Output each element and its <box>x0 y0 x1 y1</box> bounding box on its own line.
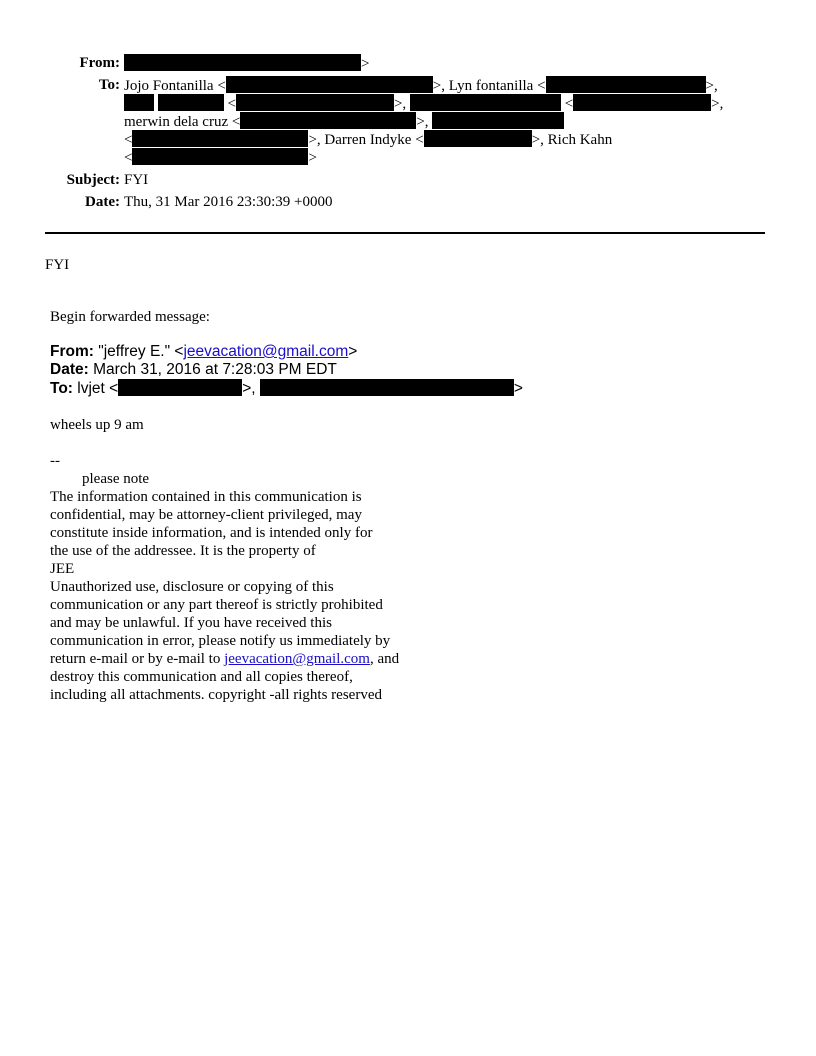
disclaimer-line: destroy this communication and all copies thereof, <box>50 669 353 685</box>
to-line-1: Jojo Fontanilla < >, Lyn fontanilla < >, <box>124 78 718 94</box>
date-label: Date: <box>85 194 120 210</box>
redaction-block <box>410 94 561 111</box>
disclaimer-line: including all attachments. copyright -all rights reserved <box>50 687 382 703</box>
redaction-block <box>226 76 433 93</box>
disclaimer-line: JEE <box>50 561 75 577</box>
header-to-line-2: < >, < >, <box>0 94 816 112</box>
header-subject-row <box>0 171 816 189</box>
from-label: From: <box>79 55 120 71</box>
disclaimer-line: Unauthorized use, disclosure or copying of this <box>50 579 334 595</box>
message-body-text: wheels up 9 am <box>50 417 144 433</box>
redaction-block <box>118 379 242 396</box>
disclaimer-line: The information contained in this communication is <box>50 489 362 505</box>
header-divider <box>45 232 765 234</box>
forwarded-to-row: To: lvjet < >, > <box>50 380 523 397</box>
subject-value: FYI <box>124 172 149 188</box>
fwd-date-label: Date: <box>50 361 89 378</box>
redaction-block <box>573 94 711 111</box>
header-to-line-5: < > <box>124 150 317 166</box>
disclaimer-line: confidential, may be attorney-client privileged, may <box>50 507 362 523</box>
redaction-block <box>132 130 308 147</box>
date-value: Thu, 31 Mar 2016 23:30:39 +0000 <box>124 194 333 210</box>
header-to-row <box>0 76 816 94</box>
disclaimer-email-link[interactable]: jeevacation@gmail.com <box>224 651 370 667</box>
header-from-row <box>0 54 816 72</box>
header-to-line-4: < >, Darren Indyke < >, Rich Kahn <box>124 132 613 148</box>
please-note: please note <box>82 471 150 487</box>
redaction-block <box>124 94 154 111</box>
header-date-row <box>0 193 816 211</box>
redaction-block <box>240 112 416 129</box>
redaction-block <box>124 54 361 71</box>
redaction-block <box>132 148 308 165</box>
subject-label: Subject: <box>66 172 120 188</box>
disclaimer-line: communication in error, please notify us immediately by <box>50 633 391 649</box>
signature-separator: -- <box>50 453 60 469</box>
redaction-block <box>432 112 564 129</box>
disclaimer-link-line: return e-mail or by e-mail to jeevacation@gmail.com, and <box>50 651 400 667</box>
forwarded-intro: Begin forwarded message: <box>50 309 210 325</box>
redaction-block <box>236 94 394 111</box>
disclaimer-line: the use of the addressee. It is the property of <box>50 543 316 559</box>
fwd-from-label: From: <box>50 343 94 360</box>
redaction-block <box>424 130 532 147</box>
redaction-block <box>546 76 706 93</box>
disclaimer-line: communication or any part thereof is strictly prohibited <box>50 597 383 613</box>
disclaimer-line: and may be unlawful. If you have received this <box>50 615 332 631</box>
fwd-from-email-link[interactable]: jeevacation@gmail.com <box>183 343 349 360</box>
header-to-line-3: merwin dela cruz < >, <box>0 112 816 130</box>
forwarded-from-row: From: "jeffrey E." <jeevacation@gmail.com> <box>50 343 358 360</box>
message-fyi: FYI <box>45 257 70 273</box>
to-label: To: <box>98 77 120 93</box>
forwarded-date-row: Date: March 31, 2016 at 7:28:03 PM EDT <box>50 361 337 378</box>
redaction-block <box>260 379 514 396</box>
disclaimer-line: constitute inside information, and is intended only for <box>50 525 373 541</box>
from-value: > <box>124 54 369 73</box>
fwd-to-label: To: <box>50 380 73 397</box>
redaction-block <box>158 94 224 111</box>
